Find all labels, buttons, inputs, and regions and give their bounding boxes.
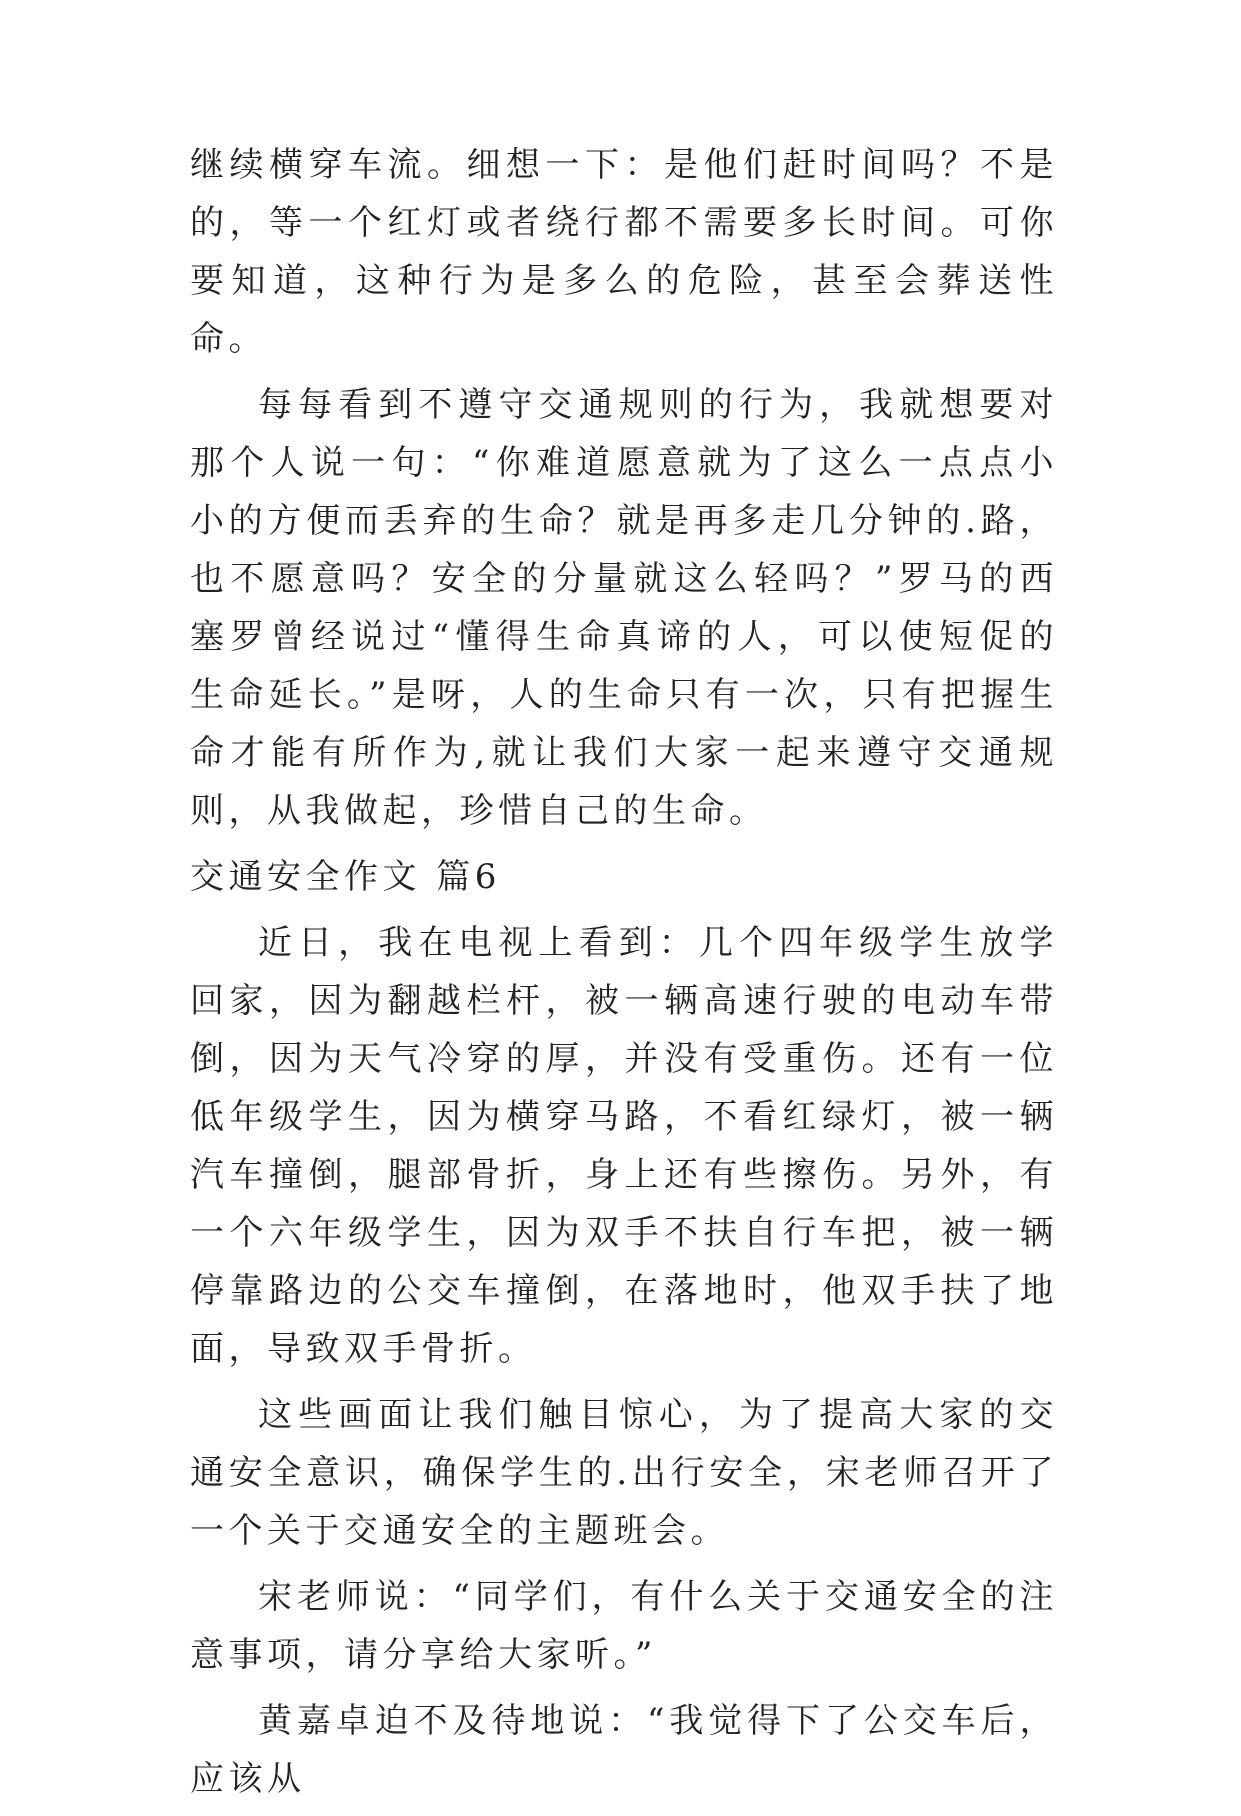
section-heading: 交通安全作文 篇6 (190, 857, 501, 897)
paragraph: 继续横穿车流。细想一下：是他们赶时间吗？不是的，等一个红灯或者绕行都不需要多长时间。可你要知道，这种行为是多么的危险，甚至会葬送性命。 (190, 145, 1058, 359)
paragraph: 宋老师说：“同学们，有什么关于交通安全的注意事项，请分享给大家听。” (190, 1577, 1058, 1675)
paragraph: 黄嘉卓迫不及待地说：“我觉得下了公交车后，应该从 (190, 1701, 1058, 1799)
paragraph: 每每看到不遵守交通规则的行为，我就想要对那个人说一句：“你难道愿意就为了这么一点点小小的方便而丢弃的生命？就是再多走几分钟的.路，也不愿意吗？安全的分量就这么轻吗？”罗马的西塞罗曾经说过“懂得生命真谛的人，可以使短促的生命延长。”是呀，人的生命只有一次，只有把握生命才能有所作为,就让我们大家一起来遵守交通规则，从我做起，珍惜自己的生命。 (190, 385, 1058, 831)
paragraph: 这些画面让我们触目惊心，为了提高大家的交通安全意识，确保学生的.出行安全，宋老师召开了一个关于交通安全的主题班会。 (190, 1395, 1058, 1551)
document-body (190, 136, 1058, 1816)
paragraph: 近日，我在电视上看到：几个四年级学生放学回家，因为翻越栏杆，被一辆高速行驶的电动车带倒，因为天气冷穿的厚，并没有受重伤。还有一位低年级学生，因为横穿马路，不看红绿灯，被一辆汽车撞倒，腿部骨折，身上还有些擦伤。另外，有一个六年级学生，因为双手不扶自行车把，被一辆停靠路边的公交车撞倒，在落地时，他双手扶了地面，导致双手骨折。 (190, 923, 1058, 1369)
